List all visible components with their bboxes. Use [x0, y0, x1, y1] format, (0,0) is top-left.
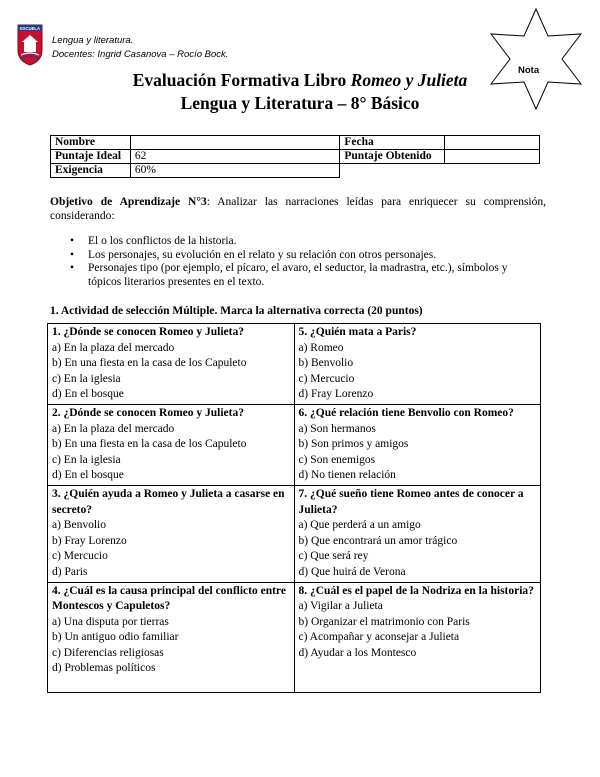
answer-option[interactable]: d) No tienen relación: [298, 469, 396, 482]
header-subject: Lengua y literatura.: [52, 35, 134, 46]
list-item: • El o los conflictos de la historia.: [70, 235, 540, 249]
book-title: Romeo y Julieta: [350, 70, 468, 90]
answer-option[interactable]: d) Fray Lorenzo: [298, 388, 374, 401]
answer-option[interactable]: c) Mercucio: [52, 550, 108, 563]
nota-label: Nota: [518, 65, 540, 76]
objective-label: Objetivo de Aprendizaje N°3: [50, 196, 207, 208]
question-cell: [294, 582, 541, 692]
question-cell: [294, 324, 541, 405]
answer-option[interactable]: d) Problemas políticos: [52, 662, 156, 675]
answer-option[interactable]: a) Romeo: [298, 341, 344, 354]
objective-text: : Analizar las narraciones leídas para enriquecer su comprensión, considerando:: [50, 196, 546, 222]
student-info-table: [50, 135, 540, 178]
fecha-label: Fecha: [340, 136, 445, 150]
empty-cell: [445, 164, 540, 178]
answer-option[interactable]: c) En la iglesia: [52, 372, 121, 385]
question-cell: [48, 324, 295, 405]
answer-option[interactable]: c) Son enemigos: [298, 453, 376, 466]
header-teachers: Docentes: Ingrid Casanova – Rocío Bock.: [52, 49, 229, 60]
question-text: 6. ¿Qué relación tiene Benvolio con Romeo?: [298, 406, 514, 419]
question-cell: [48, 485, 295, 582]
answer-option[interactable]: c) Que será rey: [298, 550, 369, 563]
learning-objective: [50, 195, 546, 223]
answer-option[interactable]: c) Acompañar y aconsejar a Julieta: [298, 631, 460, 644]
puntaje-obtenido-field[interactable]: [445, 150, 540, 164]
question-text: 3. ¿Quién ayuda a Romeo y Julieta a casarse en secreto?: [52, 487, 285, 516]
list-item: • Personajes tipo (por ejemplo, el pícaro, el avaro, el seductor, la madrastra, etc.), símbolos y tópicos literarios presentes en el texto.: [70, 262, 540, 289]
question-text: 2. ¿Dónde se conocen Romeo y Julieta?: [52, 406, 244, 419]
answer-option[interactable]: d) En el bosque: [52, 469, 124, 482]
answer-option[interactable]: d) En el bosque: [52, 388, 124, 401]
answer-option[interactable]: d) Paris: [52, 565, 88, 578]
answer-option[interactable]: d) Ayudar a los Montesco: [298, 646, 417, 659]
empty-cell: [340, 164, 445, 178]
nombre-field[interactable]: [130, 136, 339, 150]
question-cell: [294, 485, 541, 582]
school-logo: [17, 24, 43, 66]
answer-option[interactable]: c) Diferencias religiosas: [52, 646, 164, 659]
nombre-label: Nombre: [51, 136, 131, 150]
objective-bullets: [70, 235, 540, 289]
puntaje-obtenido-label: Puntaje Obtenido: [340, 150, 445, 164]
question-cell: [48, 582, 295, 692]
answer-option[interactable]: b) Benvolio: [298, 357, 354, 370]
activity-heading: 1. Actividad de selección Múltiple. Marca la alternativa correcta (20 puntos): [50, 305, 423, 317]
question-text: 4. ¿Cuál es la causa principal del conflicto entre Montescos y Capuletos?: [52, 584, 286, 613]
page-subtitle: Lengua y Literatura – 8° Básico: [180, 93, 420, 113]
answer-option[interactable]: a) Una disputa por tierras: [52, 615, 169, 628]
header-text: [52, 34, 228, 62]
answer-option[interactable]: c) En la iglesia: [52, 453, 121, 466]
puntaje-ideal-label: Puntaje Ideal: [51, 150, 131, 164]
answer-option[interactable]: b) Organizar el matrimonio con Paris: [298, 615, 470, 628]
question-text: 5. ¿Quién mata a Paris?: [298, 326, 417, 338]
title-prefix: Evaluación Formativa Libro: [132, 70, 351, 90]
question-cell: [294, 404, 541, 485]
multiple-choice-table: [47, 323, 541, 693]
exigencia-value: 60%: [130, 164, 339, 178]
answer-option[interactable]: a) En la plaza del mercado: [52, 341, 175, 354]
answer-option[interactable]: a) En la plaza del mercado: [52, 422, 175, 435]
exigencia-label: Exigencia: [51, 164, 131, 178]
answer-option[interactable]: a) Benvolio: [52, 519, 106, 532]
question-text: 7. ¿Qué sueño tiene Romeo antes de conocer a Julieta?: [298, 487, 524, 516]
question-cell: [48, 404, 295, 485]
answer-option[interactable]: a) Vigilar a Julieta: [298, 600, 383, 613]
answer-option[interactable]: b) Que encontrará un amor trágico: [298, 534, 458, 547]
list-item: • Los personajes, su evolución en el relato y su relación con otros personajes.: [70, 249, 540, 263]
answer-option[interactable]: b) Fray Lorenzo: [52, 534, 127, 547]
answer-option[interactable]: d) Que huirá de Verona: [298, 565, 406, 578]
page-title: [0, 69, 600, 91]
question-text: 1. ¿Dónde se conocen Romeo y Julieta?: [52, 326, 244, 338]
answer-option[interactable]: b) En una fiesta en la casa de los Capuleto: [52, 357, 247, 370]
answer-option[interactable]: b) Son primos y amigos: [298, 438, 409, 451]
answer-option[interactable]: b) Un antiguo odio familiar: [52, 631, 179, 644]
answer-option[interactable]: a) Que perderá a un amigo: [298, 519, 421, 532]
answer-option[interactable]: c) Mercucio: [298, 372, 355, 385]
fecha-field[interactable]: [445, 136, 540, 150]
logo-text: ESCUELA: [19, 26, 41, 31]
puntaje-ideal-value: 62: [130, 150, 339, 164]
answer-option[interactable]: b) En una fiesta en la casa de los Capuleto: [52, 438, 247, 451]
answer-option[interactable]: a) Son hermanos: [298, 422, 376, 435]
question-text: 8. ¿Cuál es el papel de la Nodriza en la historia?: [298, 584, 534, 597]
